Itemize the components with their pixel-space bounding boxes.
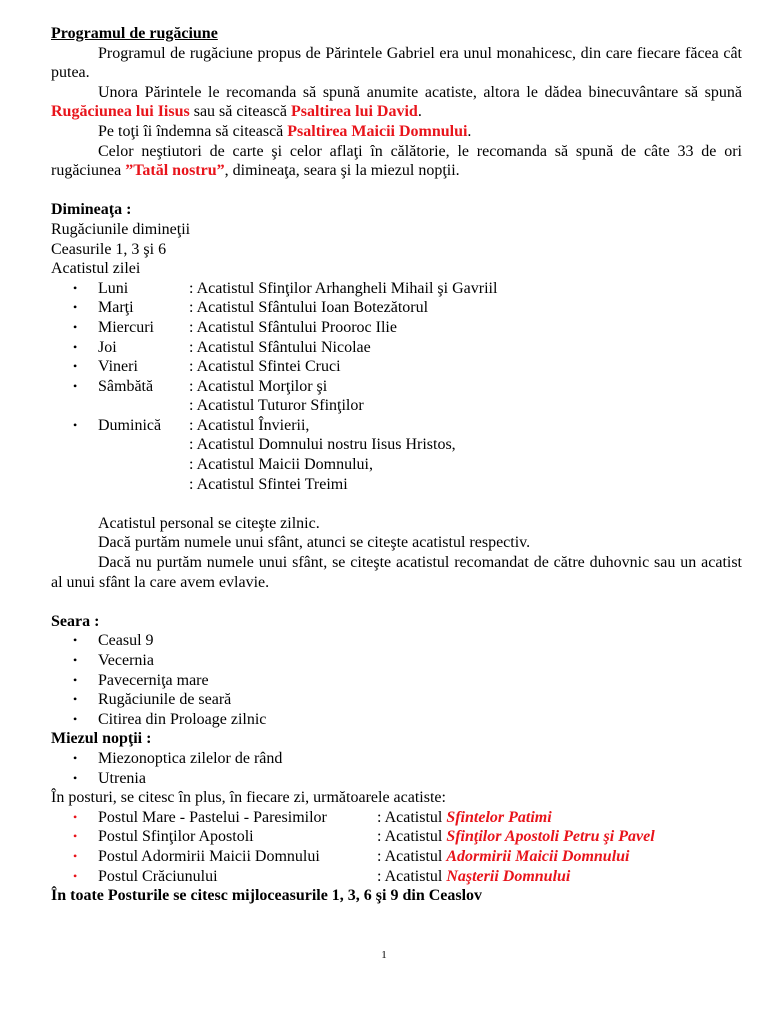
midnight-list	[51, 749, 742, 788]
akathist-name: : Acatistul Sfintei Treimi	[189, 475, 348, 493]
intro-paragraph-1	[51, 44, 742, 83]
list-item	[51, 808, 742, 828]
day-name: Sâmbătă	[98, 377, 154, 395]
fasts-intro: În posturi, se citesc în plus, în fiecare zi, următoarele acatiste:	[51, 789, 446, 807]
akathist-prefix: : Acatistul	[377, 847, 447, 865]
list-item	[51, 298, 742, 318]
akathist-name: : Acatistul Maicii Domnului,	[189, 456, 373, 474]
akathist-name: : Acatistul Morţilor şi	[189, 377, 328, 395]
morning-line: Acatistul zilei	[51, 260, 141, 278]
list-item: • Citirea din Proloage zilnic	[51, 710, 742, 730]
akathist-highlight: Sfintelor Patimi	[446, 808, 552, 826]
day-name: Luni	[98, 279, 129, 297]
list-item-continuation	[51, 396, 742, 416]
list-item	[51, 377, 742, 397]
morning-heading: Dimineaţa :	[51, 201, 132, 219]
akathist-prefix: : Acatistul	[377, 828, 447, 846]
list-item-continuation	[51, 475, 742, 495]
list-item: • Pavecerniţa mare	[51, 671, 742, 691]
list-item: • Utrenia	[51, 769, 742, 789]
list-item: • Vecernia	[51, 651, 742, 671]
fasts-list	[51, 808, 742, 886]
list-item-continuation	[51, 435, 742, 455]
spacer	[51, 592, 742, 612]
list-item	[51, 357, 742, 377]
akathist-prefix: : Acatistul	[377, 808, 447, 826]
akathist-name: : Acatistul Sfinţilor Arhangheli Mihail şi Gavriil	[189, 279, 498, 297]
spacer	[51, 494, 742, 514]
evening-list	[51, 631, 742, 729]
day-name: Marţi	[98, 299, 134, 317]
list-item	[51, 827, 742, 847]
list-item	[51, 338, 742, 358]
midnight-heading: Miezul nopţii :	[51, 730, 152, 748]
list-item-continuation	[51, 455, 742, 475]
personal-paragraph-3: Dacă nu purtăm numele unui sfânt, se citeşte acatistul recomandat de către duhovnic sau un acatist al unui sfânt la care avem evlavie.	[51, 554, 742, 591]
intro-text: .	[417, 103, 422, 121]
intro-text: Pe toţi îi îndemna să citească	[98, 122, 288, 140]
fast-name: Postul Adormirii Maicii Domnului	[98, 847, 320, 865]
akathist-prefix: : Acatistul	[377, 867, 447, 885]
fast-name: Postul Mare - Pastelui - Paresimilor	[98, 808, 327, 826]
day-name: Vineri	[98, 358, 138, 376]
akathist-name: : Acatistul Tuturor Sfinţilor	[189, 397, 364, 415]
list-item: • Rugăciunile de seară	[51, 690, 742, 710]
day-name: Miercuri	[98, 318, 154, 336]
highlight-tatal-nostru: ”Tatăl nostru”	[125, 162, 225, 180]
akathist-name: : Acatistul Sfântului Prooroc Ilie	[189, 318, 397, 336]
akathist-name: : Acatistul Sfintei Cruci	[189, 358, 341, 376]
list-item: • Miezonoptica zilelor de rând	[51, 749, 742, 769]
list-item: • Ceasul 9	[51, 631, 742, 651]
intro-text: , dimineaţa, seara şi la miezul nopţii.	[224, 162, 460, 180]
akathist-name: : Acatistul Sfântului Ioan Botezătorul	[189, 299, 429, 317]
page-title: Programul de rugăciune	[51, 25, 218, 42]
morning-line: Rugăciunile dimineţii	[51, 220, 191, 238]
akathist-highlight: Naşterii Domnului	[446, 867, 571, 885]
akathist-highlight: Sfinţilor Apostoli Petru şi Pavel	[446, 828, 655, 846]
intro-paragraph-4	[51, 142, 742, 181]
list-item	[51, 318, 742, 338]
personal-paragraph-2: Dacă purtăm numele unui sfânt, atunci se citeşte acatistul respectiv.	[98, 534, 531, 552]
spacer	[51, 181, 742, 201]
personal-paragraph-1: Acatistul personal se citeşte zilnic.	[98, 514, 320, 532]
fasts-closing: În toate Posturile se citesc mijloceasurile 1, 3, 6 şi 9 din Ceaslov	[51, 887, 483, 905]
akathist-name: : Acatistul Învierii,	[189, 416, 310, 434]
highlight-psaltirea-maicii-domnului: Psaltirea Maicii Domnului	[287, 122, 468, 140]
intro-text: Celor neştiutori de carte şi celor aflaţi în călătorie, le recomanda să spună de câte 33 de ori rugăciunea	[51, 142, 742, 180]
highlight-psaltirea-lui-david: Psaltirea lui David	[291, 103, 418, 121]
list-item	[51, 867, 742, 887]
intro-text: Programul de rugăciune propus de Părintele Gabriel era unul monahicesc, din care fiecare făcea cât putea.	[51, 44, 742, 82]
list-item	[51, 847, 742, 867]
akathist-highlight: Adormirii Maicii Domnului	[446, 847, 630, 865]
evening-heading: Seara :	[51, 612, 100, 630]
intro-text: Unora Părintele le recomanda să spună anumite acatiste, altora le dădea binecuvântare să spună	[98, 83, 742, 101]
akathist-name: : Acatistul Domnului nostru Iisus Hristos,	[189, 436, 456, 454]
document-page	[51, 24, 742, 906]
akathist-days-list	[51, 279, 742, 495]
akathist-name: : Acatistul Sfântului Nicolae	[189, 338, 371, 356]
fast-name: Postul Sfinţilor Apostoli	[98, 828, 254, 846]
day-name: Duminică	[98, 416, 162, 434]
day-name: Joi	[98, 338, 117, 356]
intro-paragraph-3	[51, 122, 742, 142]
page-number: 1	[381, 949, 387, 961]
morning-line: Ceasurile 1, 3 şi 6	[51, 240, 167, 258]
list-item	[51, 416, 742, 436]
intro-text: .	[467, 122, 472, 140]
list-item	[51, 279, 742, 299]
intro-paragraph-2	[51, 83, 742, 122]
intro-text: sau să citească	[189, 103, 291, 121]
fast-name: Postul Crăciunului	[98, 867, 218, 885]
highlight-rugaciunea-lui-iisus: Rugăciunea lui Iisus	[51, 103, 190, 121]
